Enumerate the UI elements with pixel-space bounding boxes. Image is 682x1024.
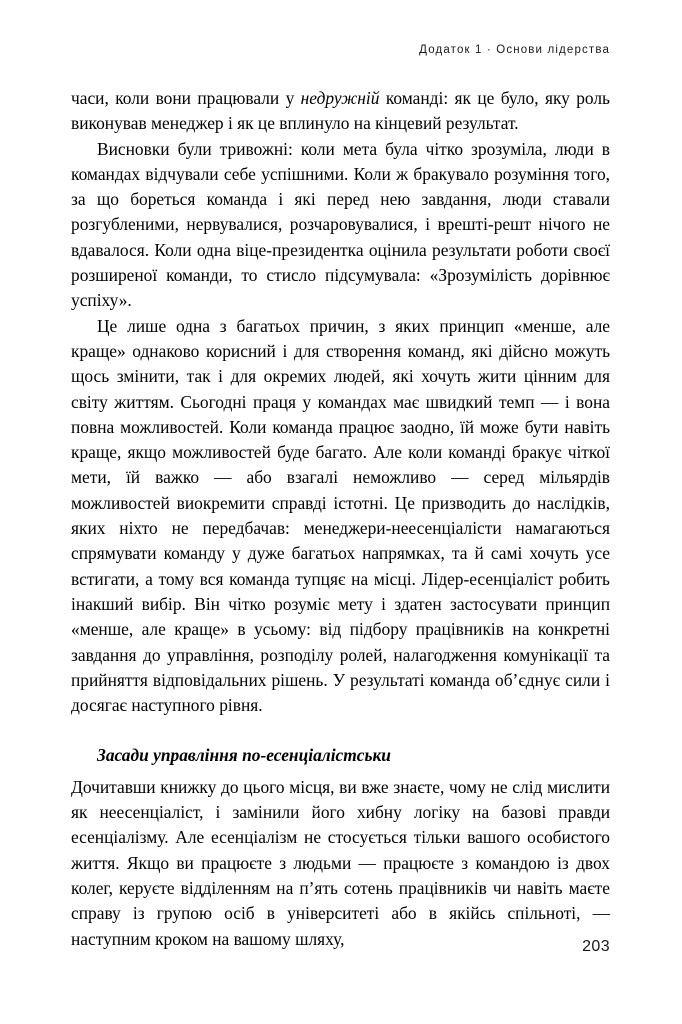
page-number: 203 bbox=[582, 938, 610, 955]
paragraph-group-after-subheading bbox=[71, 775, 610, 952]
section-subheading: Засади управління по-есенціалістськи bbox=[97, 745, 391, 766]
body-paragraph: Висновки були тривожні: коли мета була чітко зрозуміла, люди в командах відчували себе успішними. Коли ж бракувало розуміння того, за що бореться команда і які перед нею завдання, люди ставали розгубленими, нервувалися, розчаровувалися, і врешті-решт нічого не вдавалося. Коли одна віце-президентка оцінила результати роботи своєї розширеної команди, то стисло підсумувала: «Зрозумілість дорівнює успіху». bbox=[71, 138, 610, 311]
body-paragraph: Дочитавши книжку до цього місця, ви вже знаєте, чому не слід мислити як неесенціаліст, і замінили його хибну логіку на базові правди есенціалізму. Але есенціалізм не стосується тільки вашого особистого життя. Якщо ви працюєте з людьми — працюєте з командою із двох колег, керуєте відділенням на п’ять сотень працівників чи навіть маєте справу із групою осіб в університеті або в якійсь спільноті, — наступним кроком на вашому шляху, bbox=[71, 776, 610, 949]
running-header: Додаток 1 · Основи лідерства bbox=[419, 44, 610, 56]
body-paragraph: Це лише одна з багатьох причин, з яких принцип «менше, але краще» однаково корисний і для створення команд, які дійсно можуть щось змінити, так і для окремих людей, які хочуть жити цінним для світу життям. Сьогодні праця у командах має швидкий темп — і вона повна можливостей. Коли команда працює заодно, їй може бути навіть краще, якщо можливостей буде багато. Але коли команді бракує чіткої мети, їй важко — або взагалі неможливо — серед мільярдів можливостей виокремити справді істотні. Це призводить до наслідків, яких ніхто не передбачав: менеджери-неесенціалісти намагаються спрямувати команду у дуже багатьох напрямках, та й самі хочуть усе встигати, а тому вся команда тупцяє на місці. Лідер-есенціаліст робить інакший вибір. Він чітко розуміє мету і здатен застосувати принцип «менше, але краще» в усьому: від підбору працівників на конкретні завдання до управління, розподілу ролей, налагодження комунікації та прийняття відповідальних рішень. У результаті команда об’єднує сили і досягає наступного рівня. bbox=[71, 315, 610, 716]
paragraph-group-before-subheading bbox=[71, 86, 610, 718]
body-text-block bbox=[71, 86, 610, 952]
body-paragraph: часи, коли вони працювали у недружній команді: як це було, яку роль виконував менеджер і як це вплинуло на кінцевий результат. bbox=[71, 88, 610, 134]
emphasis-text: недружній bbox=[300, 88, 380, 108]
